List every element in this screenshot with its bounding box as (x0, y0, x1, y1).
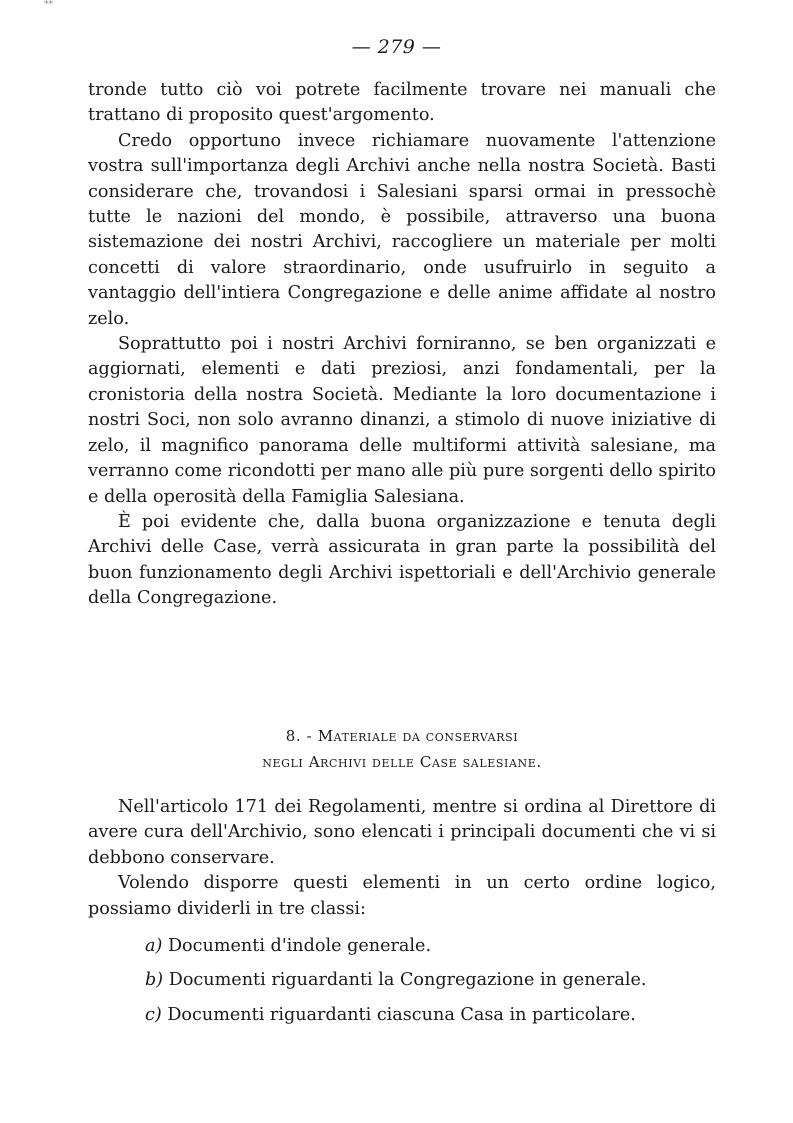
paragraph-continuation: tronde tutto ciò voi potrete facilmente trovare nei manuali che trattano di proposito quest'argomento. (88, 80, 716, 126)
list-item-marker: a) (145, 936, 163, 957)
page-number: — 279 — (351, 36, 442, 58)
paragraph-chronicle: Soprattutto poi i nostri Archivi forniranno, se ben organizzati e aggiornati, elementi e dati preziosi, anzi fondamentali, per la cronistoria della nostra Società. Mediante la loro documentazione i nostri Soci, non solo avranno dinanzi, a stimolo di nuove iniziative di zelo, il magnifico panorama delle multiformi attività salesiane, ma verranno come ricondotti per mano alle più pure sorgenti dello spirito e della operosità della Famiglia Salesiana. (88, 334, 716, 507)
document-classes-list (88, 934, 716, 1028)
list-item-marker: c) (145, 1004, 162, 1025)
list-item (145, 934, 716, 959)
section-heading-line-2: negli Archivi delle Case salesiane. (262, 753, 542, 771)
list-item (145, 1003, 716, 1028)
section-heading-line-1: 8. - Materiale da conservarsi (285, 727, 519, 745)
paragraph-organization: È poi evidente che, dalla buona organizzazione e tenuta degli Archivi delle Case, verrà assicurata in gran parte la possibilità del buon funzionamento degli Archivi ispettoriali e dell'Archivio generale della Congregazione. (88, 511, 716, 609)
list-item (145, 968, 716, 993)
list-item-marker: b) (145, 970, 164, 991)
corner-mark: ** (44, 0, 53, 10)
list-item-text: Documenti riguardanti la Congregazione in generale. (168, 970, 647, 991)
body-text-top (88, 78, 716, 612)
list-item-text: Documenti d'indole generale. (167, 936, 432, 957)
paragraph-archives-importance: Credo opportuno invece richiamare nuovamente l'attenzione vostra sull'importanza degli Archivi anche nella nostra Società. Basti considerare che, trovandosi i Salesiani sparsi ormai in pressochè tutte le nazioni del mondo, è possibile, attraverso una buona sistemazione dei nostri Archivi, raccogliere un materiale per molti concetti di valore straordinario, onde usufruirlo in seguito a vantaggio dell'intiera Congregazione e delle anime affidate al nostro zelo. (88, 130, 716, 329)
paragraph-classes: Volendo disporre questi elementi in un certo ordine logico, possiamo dividerli in tre classi: (88, 873, 716, 919)
paragraph-regulations: Nell'articolo 171 dei Regolamenti, mentre si ordina al Direttore di avere cura dell'Archivio, sono elencati i principali documenti che vi si debbono conservare. (88, 797, 716, 868)
section-heading (88, 723, 716, 775)
list-item-text: Documenti riguardanti ciascuna Casa in particolare. (167, 1004, 636, 1025)
body-text-bottom (88, 795, 716, 1037)
